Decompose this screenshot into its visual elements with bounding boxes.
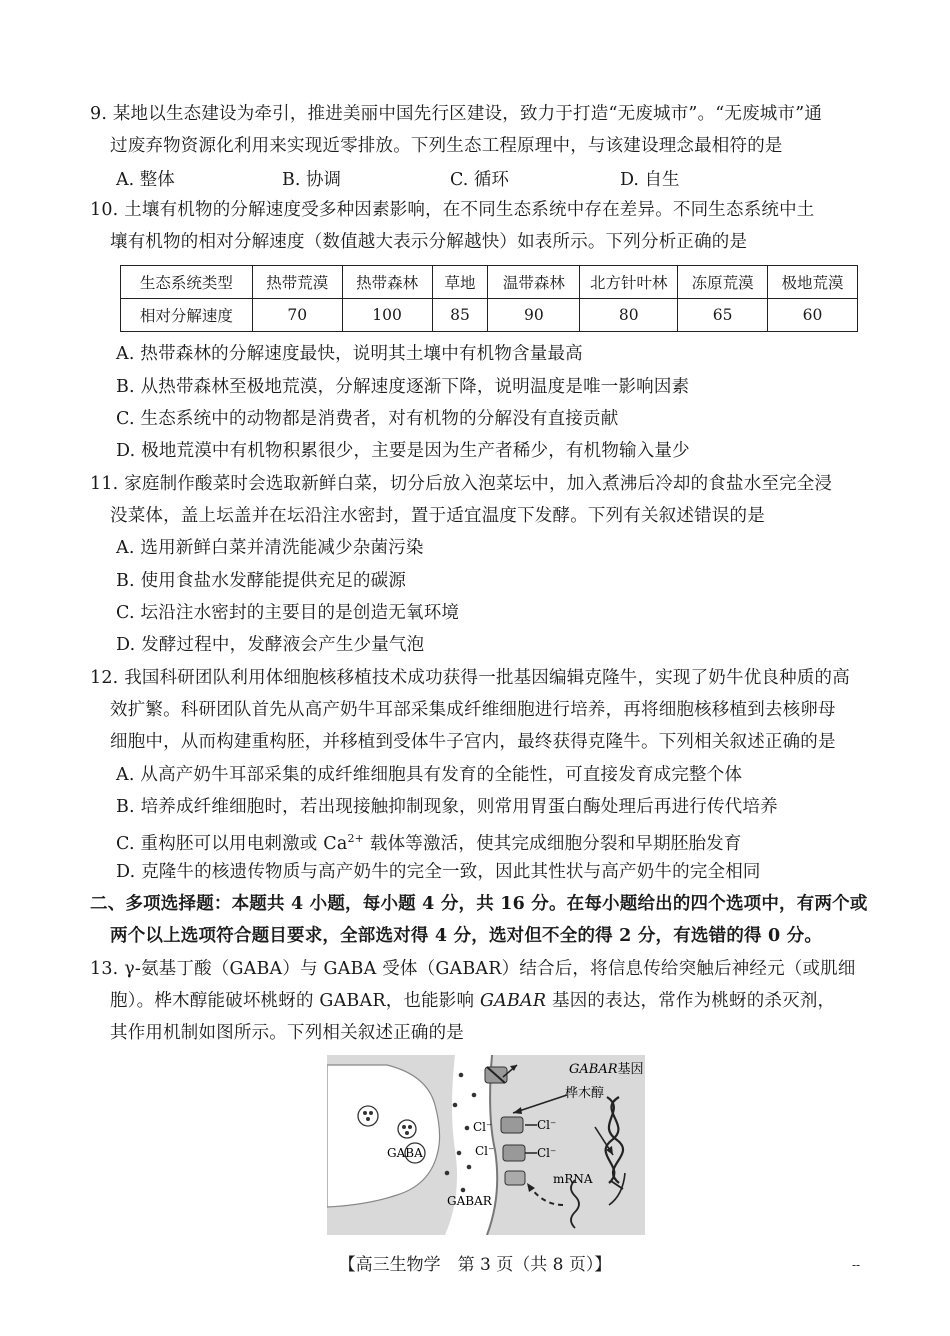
- mrna-label: mRNA: [553, 1172, 593, 1186]
- table-cell: 85: [432, 299, 488, 332]
- q9-options: [116, 166, 816, 192]
- q10-line-1: 10. 土壤有机物的分解速度受多种因素影响，在不同生态系统中存在差异。不同生态系统中土: [90, 200, 815, 220]
- q12-option-a: A. 从高产奶牛耳部采集的成纤维细胞具有发育的全能性，可直接发育成完整个体: [116, 765, 743, 785]
- q9-option-c: C. 循环: [450, 170, 509, 190]
- table-cell: 热带森林: [342, 266, 432, 299]
- q12-option-c-text-2: 载体等激活，使其完成细胞分裂和早期胚胎发育: [364, 833, 742, 854]
- q13-line-2-text-2: 基因的表达，常作为桃蚜的杀灭剂，: [546, 991, 836, 1011]
- q11-option-d: D. 发酵过程中，发酵液会产生少量气泡: [116, 635, 425, 655]
- table-cell: 相对分解速度: [121, 299, 253, 332]
- q10-option-d: D. 极地荒漠中有机物积累很少，主要是因为生产者稀少，有机物输入量少: [116, 441, 690, 461]
- q10-line-2: 壤有机物的相对分解速度（数值越大表示分解越快）如表所示。下列分析正确的是: [110, 232, 748, 252]
- q12-option-b: B. 培养成纤维细胞时，若出现接触抑制现象，则常用胃蛋白酶处理后再进行传代培养: [116, 797, 778, 817]
- page-footer: 【高三生物学 第 3 页（共 8 页）】: [338, 1255, 612, 1275]
- table-header-row: [121, 266, 858, 299]
- table-cell: 100: [342, 299, 432, 332]
- q13-line-2-gene: GABAR: [479, 991, 547, 1011]
- gene-label: GABAR基因: [569, 1062, 644, 1077]
- footer-mark: --: [852, 1258, 861, 1272]
- q9-option-b: B. 协调: [282, 170, 341, 190]
- table-cell: 生态系统类型: [121, 266, 253, 299]
- q10-option-b: B. 从热带森林至极地荒漠，分解速度逐渐下降，说明温度是唯一影响因素: [116, 377, 690, 397]
- table-cell: 90: [488, 299, 580, 332]
- table-cell: 65: [678, 299, 768, 332]
- q10-option-a: A. 热带森林的分解速度最快，说明其土壤中有机物含量最高: [116, 344, 583, 364]
- table-cell: 60: [768, 299, 858, 332]
- q12-line-1: 12. 我国科研团队利用体细胞核移植技术成功获得一批基因编辑克隆牛，实现了奶牛优良种质的高: [90, 668, 850, 688]
- chloride-label: Cl⁻: [473, 1120, 493, 1134]
- q13-line-2-text: 胞）。桦木醇能破坏桃蚜的 GABAR，也能影响: [110, 991, 480, 1011]
- synapse-diagram: [327, 1055, 645, 1235]
- q9-option-a: A. 整体: [116, 170, 175, 190]
- chloride-label: Cl⁻: [537, 1146, 557, 1160]
- table-cell: 温带森林: [488, 266, 580, 299]
- table-cell: 热带荒漠: [252, 266, 342, 299]
- q12-option-d: D. 克隆牛的核遗传物质与高产奶牛的完全一致，因此其性状与高产奶牛的完全相同: [116, 862, 761, 882]
- table-cell: 80: [580, 299, 678, 332]
- q12-option-c-superscript: 2+: [347, 832, 365, 845]
- q12-option-c-text: C. 重构胚可以用电刺激或 Ca: [116, 833, 348, 854]
- table-cell: 70: [252, 299, 342, 332]
- chloride-label: Cl⁻: [537, 1118, 557, 1132]
- section-2-heading-line-1: 二、多项选择题：本题共 4 小题，每小题 4 分，共 16 分。在每小题给出的四个选项中，有两个或: [90, 894, 868, 914]
- q12-option-c: [116, 826, 742, 857]
- table-cell: 北方针叶林: [580, 266, 678, 299]
- q11-option-b: B. 使用食盐水发酵能提供充足的碳源: [116, 571, 407, 591]
- q9-line-2: 过废弃物资源化利用来实现近零排放。下列生态工程原理中，与该建设理念最相符的是: [110, 136, 783, 156]
- q11-line-1: 11. 家庭制作酸菜时会选取新鲜白菜，切分后放入泡菜坛中，加入煮沸后冷却的食盐水至完全浸: [90, 474, 833, 494]
- gabar-label: GABAR: [447, 1194, 492, 1208]
- q13-line-2: [110, 988, 835, 1014]
- q11-option-c: C. 坛沿注水密封的主要目的是创造无氧环境: [116, 603, 460, 623]
- q12-line-2: 效扩繁。科研团队首先从高产奶牛耳部采集成纤维细胞进行培养，再将细胞核移植到去核卵母: [110, 700, 836, 720]
- table-cell: 草地: [432, 266, 488, 299]
- q12-line-3: 细胞中，从而构建重构胚，并移植到受体牛子宫内，最终获得克隆牛。下列相关叙述正确的是: [110, 732, 836, 752]
- table-cell: 极地荒漠: [768, 266, 858, 299]
- q11-line-2: 没菜体，盖上坛盖并在坛沿注水密封，置于适宜温度下发酵。下列有关叙述错误的是: [110, 506, 765, 526]
- q9-line-1: 9. 某地以生态建设为牵引，推进美丽中国先行区建设，致力于打造“无废城市”。“无废城市”通: [90, 104, 823, 124]
- q13-line-3: 其作用机制如图所示。下列相关叙述正确的是: [110, 1023, 464, 1043]
- q13-line-1: 13. γ-氨基丁酸（GABA）与 GABA 受体（GABAR）结合后，将信息传给突触后神经元（或肌细: [90, 959, 856, 979]
- table-row: [121, 299, 858, 332]
- chloride-label: Cl⁻: [475, 1144, 495, 1158]
- q10-option-c: C. 生态系统中的动物都是消费者，对有机物的分解没有直接贡献: [116, 409, 619, 429]
- q11-option-a: A. 选用新鲜白菜并清洗能减少杂菌污染: [116, 538, 424, 558]
- decomposition-table: [120, 265, 858, 332]
- section-2-heading-line-2: 两个以上选项符合题目要求，全部选对得 4 分，选对但不全的得 2 分，有选错的得 0 分。: [110, 926, 823, 946]
- gaba-label: GABA: [387, 1146, 423, 1160]
- table-cell: 冻原荒漠: [678, 266, 768, 299]
- inhibitor-label: 桦木醇: [565, 1086, 605, 1101]
- q9-option-d: D. 自生: [620, 170, 680, 190]
